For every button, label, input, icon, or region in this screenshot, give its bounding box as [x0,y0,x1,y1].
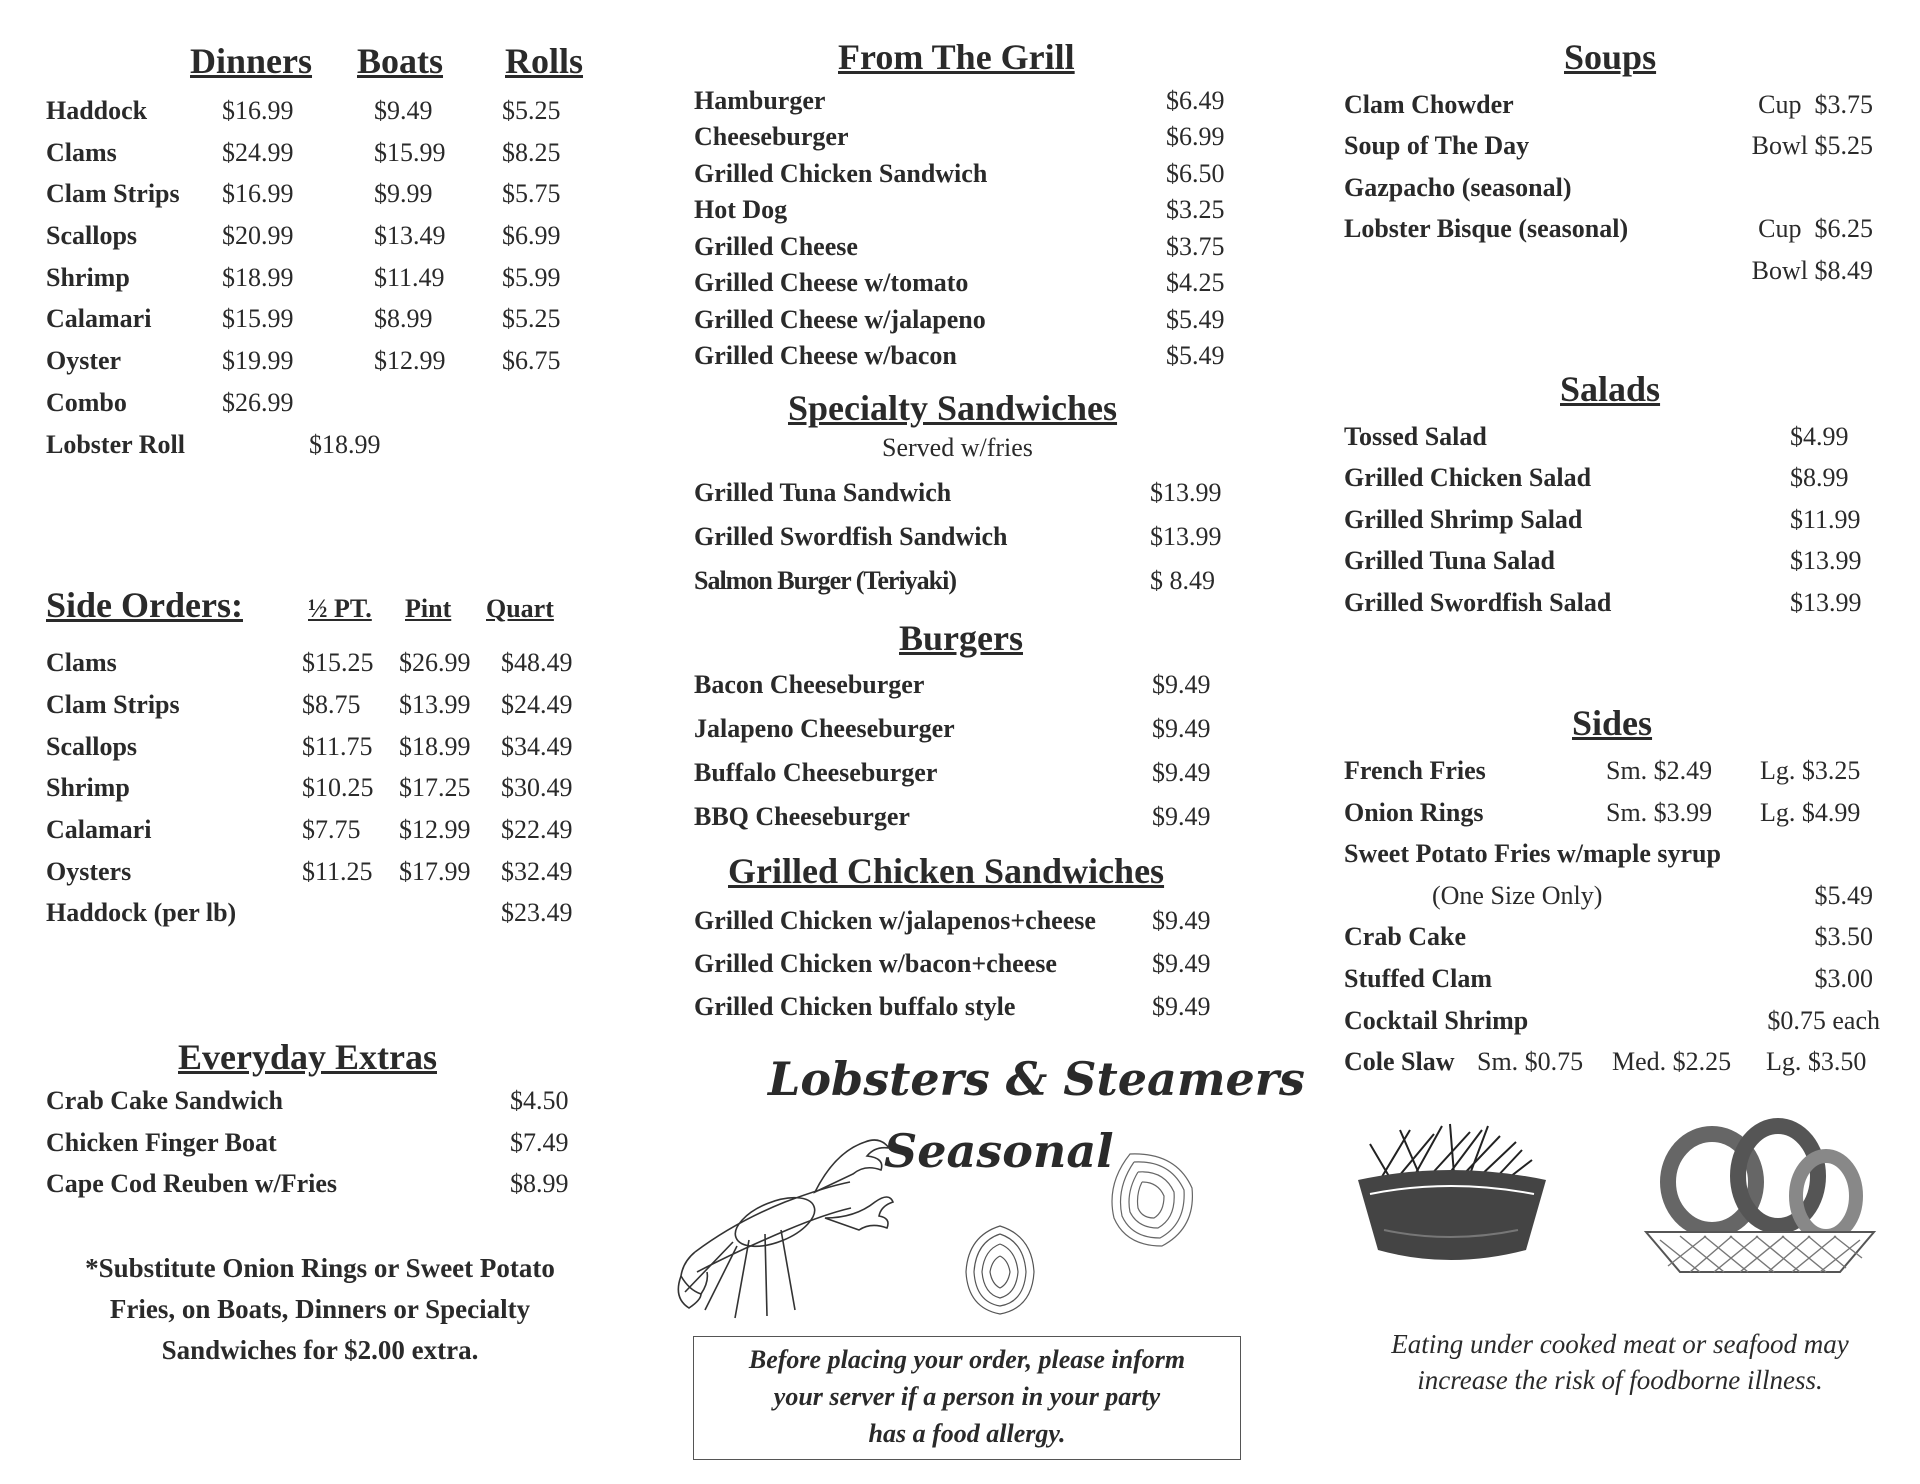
boat-price: $12.99 [374,346,446,375]
item-price: $3.75 [1166,232,1225,261]
item-price: $13.99 [1150,522,1222,551]
quart-price: $24.49 [501,690,573,719]
item-name: Clam Strips [46,179,180,208]
pint-price: $18.99 [399,732,471,761]
item-price: $6.49 [1166,86,1225,115]
item-price: $9.49 [1152,906,1211,935]
item-name: Scallops [46,732,138,761]
roll-price: $5.25 [502,304,561,333]
soups-title: Soups [1564,37,1657,77]
dinner-price: $19.99 [222,346,294,375]
rolls-header: Rolls [505,41,584,81]
item-price: $6.99 [1166,122,1225,151]
list-item: Grilled Chicken w/bacon+cheese [694,949,1057,978]
dinner-price: $20.99 [222,221,294,250]
list-item: Grilled Shrimp Salad [1344,505,1583,534]
boat-price: $13.49 [374,221,446,250]
dinner-price: $24.99 [222,138,294,167]
pint-price: $13.99 [399,690,471,719]
item-price: $4.99 [1790,422,1849,451]
pint-price: $12.99 [399,815,471,844]
half-price: $10.25 [302,773,374,802]
item-name: Calamari [46,304,152,333]
item-price: $5.49 [1166,305,1225,334]
list-item: Grilled Tuna Salad [1344,546,1555,575]
salads-title: Salads [1560,369,1661,409]
notice-line: increase the risk of foodborne illness. [1417,1365,1823,1395]
boat-price: $11.49 [374,263,445,292]
lobster-roll-price: $18.99 [309,430,381,459]
half-price: $7.75 [302,815,361,844]
pint-price: $26.99 [399,648,471,677]
item-price: $9.49 [1152,802,1211,831]
lobster-illustration [675,1122,897,1322]
list-item: Chicken Finger Boat [46,1128,277,1157]
lobsters-steamers-title: Lobsters & Steamers [768,1052,1305,1106]
item-price: $8.99 [1790,463,1849,492]
boat-price: $9.49 [374,96,433,125]
list-item: Grilled Swordfish Salad [1344,588,1612,617]
size-note: (One Size Only) [1432,881,1603,910]
list-item: Cheeseburger [694,122,849,151]
list-item: Tossed Salad [1344,422,1487,451]
list-item: Cole Slaw [1344,1047,1455,1076]
allergy-line: Before placing your order, please inform [748,1345,1186,1374]
allergy-line: has a food allergy. [868,1419,1066,1448]
list-item: Grilled Cheese w/jalapeno [694,305,986,334]
list-item: Grilled Cheese w/bacon [694,341,957,370]
pint-price: $17.25 [399,773,471,802]
roll-price: $8.25 [502,138,561,167]
list-item: Stuffed Clam [1344,964,1493,993]
list-item: Soup of The Day [1344,131,1530,160]
burgers-title: Burgers [899,618,1023,658]
list-item: Crab Cake [1344,922,1467,951]
foodborne-illness-notice [1330,1326,1910,1398]
item-price: $4.50 [510,1086,569,1115]
boat-price: $15.99 [374,138,446,167]
list-item: Sweet Potato Fries w/maple syrup [1344,839,1721,868]
note-line: *Substitute Onion Rings or Sweet Potato [85,1253,555,1283]
item-name: Lobster Roll [46,430,185,459]
item-name: Haddock (per lb) [46,898,237,927]
quart-price: $22.49 [501,815,573,844]
quart-price: $23.49 [501,898,573,927]
item-price: $6.50 [1166,159,1225,188]
list-item: Grilled Tuna Sandwich [694,478,952,507]
small-price: Sm. $3.99 [1606,798,1713,827]
item-price: $3.00 [1814,964,1873,993]
grill-title: From The Grill [838,37,1075,77]
dinner-price: $26.99 [222,388,294,417]
pint-price: $17.99 [399,857,471,886]
item-name: Clams [46,138,117,167]
side-orders-title: Side Orders: [46,585,243,625]
dinner-price: $15.99 [222,304,294,333]
item-price: Cup $6.25 [1758,214,1873,243]
large-price: Lg. $3.25 [1760,756,1861,785]
roll-price: $5.99 [502,263,561,292]
item-price: $5.49 [1814,881,1873,910]
note-line: Sandwiches for $2.00 extra. [161,1335,479,1365]
boat-price: $9.99 [374,179,433,208]
item-name: Combo [46,388,127,417]
list-item: Hot Dog [694,195,788,224]
list-item: Lobster Bisque (seasonal) [1344,214,1629,243]
item-name: Calamari [46,815,152,844]
list-item: Jalapeno Cheeseburger [694,714,955,743]
item-name: Oysters [46,857,132,886]
item-price: $3.50 [1814,922,1873,951]
list-item: Cape Cod Reuben w/Fries [46,1169,338,1198]
item-price: Cup $3.75 [1758,90,1873,119]
item-price: $9.49 [1152,670,1211,699]
fries-basket-illustration [1350,1120,1554,1270]
list-item: Onion Rings [1344,798,1484,827]
item-price: $13.99 [1790,546,1862,575]
notice-line: Eating under cooked meat or seafood may [1391,1329,1849,1359]
small-price: Sm. $2.49 [1606,756,1713,785]
specialty-subtitle: Served w/fries [882,433,1033,462]
boats-header: Boats [357,41,444,81]
item-price: $5.49 [1166,341,1225,370]
half-price: $8.75 [302,690,361,719]
clam-illustration [962,1222,1038,1318]
chicken-sandwiches-title: Grilled Chicken Sandwiches [728,851,1165,891]
list-item: Bacon Cheeseburger [694,670,925,699]
dinner-price: $16.99 [222,96,294,125]
item-name: Shrimp [46,263,130,292]
list-item: Hamburger [694,86,826,115]
item-price: $4.25 [1166,268,1225,297]
roll-price: $5.25 [502,96,561,125]
item-price: $13.99 [1150,478,1222,507]
half-price: $15.25 [302,648,374,677]
list-item: Clam Chowder [1344,90,1514,119]
large-price: Lg. $3.50 [1766,1047,1867,1076]
small-price: Sm. $0.75 [1477,1047,1584,1076]
roll-price: $6.75 [502,346,561,375]
medium-price: Med. $2.25 [1612,1047,1732,1076]
list-item: Crab Cake Sandwich [46,1086,283,1115]
item-price: Bowl $8.49 [1751,256,1873,285]
list-item: Grilled Cheese w/tomato [694,268,969,297]
everyday-extras-title: Everyday Extras [178,1037,437,1077]
item-price: $9.49 [1152,758,1211,787]
quart-price: $30.49 [501,773,573,802]
item-price: $3.25 [1166,195,1225,224]
list-item: Salmon Burger (Teriyaki) [694,566,957,595]
allergy-notice [693,1336,1241,1460]
list-item: French Fries [1344,756,1486,785]
item-price: Bowl $5.25 [1751,131,1873,160]
quart-header: Quart [486,594,554,623]
item-name: Scallops [46,221,138,250]
substitution-note [40,1248,600,1371]
allergy-line: your server if a person in your party [773,1382,1161,1411]
pint-header: Pint [405,594,452,623]
clam-shell-illustration [1106,1148,1198,1252]
item-name: Clams [46,648,117,677]
list-item: Grilled Cheese [694,232,858,261]
item-price: $9.49 [1152,992,1211,1021]
onion-rings-illustration [1640,1112,1880,1280]
item-name: Clam Strips [46,690,180,719]
half-price: $11.75 [302,732,373,761]
list-item: Gazpacho (seasonal) [1344,173,1572,202]
dinner-price: $16.99 [222,179,294,208]
quart-price: $34.49 [501,732,573,761]
list-item: Grilled Chicken Salad [1344,463,1592,492]
list-item: Cocktail Shrimp [1344,1006,1529,1035]
dinners-header: Dinners [190,41,313,81]
roll-price: $5.75 [502,179,561,208]
list-item: Grilled Chicken Sandwich [694,159,988,188]
item-price: $8.99 [510,1169,569,1198]
dinner-price: $18.99 [222,263,294,292]
item-name: Shrimp [46,773,130,802]
quart-price: $32.49 [501,857,573,886]
sides-title: Sides [1572,703,1653,743]
item-price: $0.75 each [1767,1006,1880,1035]
list-item: Grilled Swordfish Sandwich [694,522,1008,551]
list-item: Grilled Chicken w/jalapenos+cheese [694,906,1096,935]
item-price: $11.99 [1790,505,1861,534]
half-price: $11.25 [302,857,373,886]
list-item: Grilled Chicken buffalo style [694,992,1016,1021]
large-price: Lg. $4.99 [1760,798,1861,827]
list-item: BBQ Cheeseburger [694,802,910,831]
specialty-title: Specialty Sandwiches [788,388,1118,428]
item-price: $7.49 [510,1128,569,1157]
item-name: Oyster [46,346,122,375]
item-price: $13.99 [1790,588,1862,617]
half-pint-header: ½ PT. [308,594,372,623]
quart-price: $48.49 [501,648,573,677]
item-price: $ 8.49 [1150,566,1215,595]
note-line: Fries, on Boats, Dinners or Specialty [109,1294,531,1324]
list-item: Buffalo Cheeseburger [694,758,938,787]
seasonal-label: Seasonal [884,1124,1114,1178]
item-name: Haddock [46,96,148,125]
roll-price: $6.99 [502,221,561,250]
boat-price: $8.99 [374,304,433,333]
item-price: $9.49 [1152,949,1211,978]
item-price: $9.49 [1152,714,1211,743]
